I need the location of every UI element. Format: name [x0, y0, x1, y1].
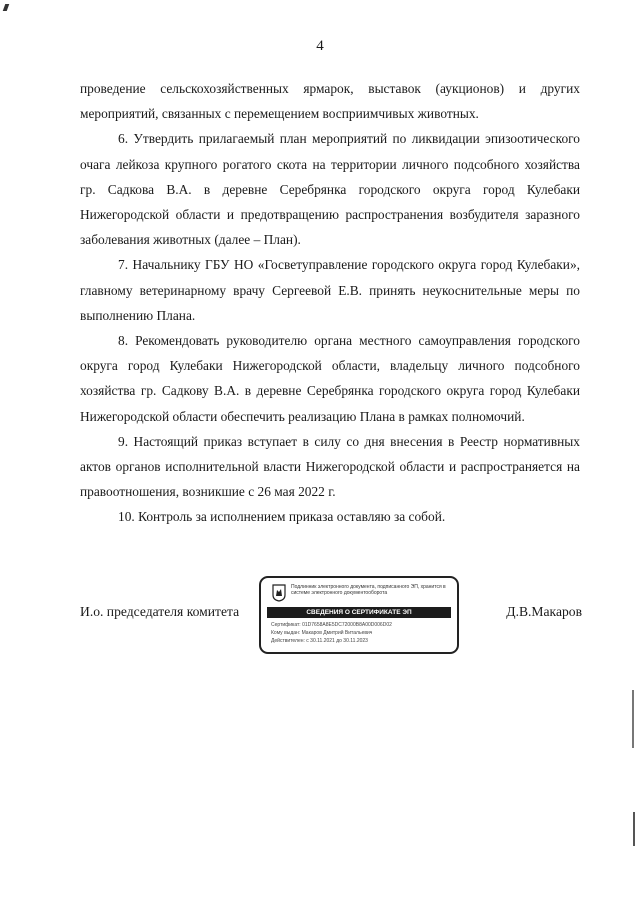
- paragraph-7: 7. Начальнику ГБУ НО «Госветуправление городского округа город Кулебаки», главному ветеринарному врачу Сергеевой Е.В. принять неукоснительные меры по выполнению Плана.: [80, 257, 580, 323]
- paragraph-8: 8. Рекомендовать руководителю органа местного самоуправления городского округа город Кулебаки Нижегородской области, владельцу личного подсобного хозяйства гр. Садкову В.А. в деревне Серебрянка городского округа город Кулебаки Нижегородской области обеспечить реализацию Плана в рамках полномочий.: [80, 333, 580, 424]
- electronic-signature-stamp: [259, 576, 459, 654]
- stamp-owner: Кому выдан: Макаров Дмитрий Витальевич: [271, 630, 373, 636]
- paragraph-10: 10. Контроль за исполнением приказа оставляю за собой.: [118, 509, 446, 525]
- paragraph-continuation: проведение сельскохозяйственных ярмарок, выставок (аукционов) и других мероприятий, связанных с перемещением восприимчивых животных.: [80, 81, 580, 122]
- stamp-header: Подлинник электронного документа, подписанного ЭП, хранится в системе электронного документооборота: [291, 584, 446, 596]
- scan-edge-mark: [632, 690, 634, 748]
- page-number: 4: [316, 38, 324, 54]
- stamp-title: СВЕДЕНИЯ О СЕРТИФИКАТЕ ЭП: [267, 607, 451, 618]
- stamp-certificate: Сертификат: 01D7658A8E5DC72000B8A00D006D02: [271, 622, 392, 628]
- scan-mark: [3, 4, 10, 11]
- signatory-position: И.о. председателя комитета: [80, 604, 240, 619]
- coat-of-arms-icon: [272, 584, 286, 602]
- scan-edge-mark: [633, 812, 635, 846]
- document-body: [80, 76, 580, 530]
- signatory-name: Д.В.Макаров: [506, 604, 582, 619]
- stamp-validity: Действителен: с 30.11.2021 до 30.11.2023: [271, 638, 368, 644]
- paragraph-6: 6. Утвердить прилагаемый план мероприятий по ликвидации эпизоотического очага лейкоза крупного рогатого скота на территории личного подсобного хозяйства гр. Садкова В.А. в деревне Серебрянка городского округа город Кулебаки Нижегородской области и предотвращению распространения возбудителя заразного заболевания животных (далее – План).: [80, 131, 580, 248]
- paragraph-9: 9. Настоящий приказ вступает в силу со дня внесения в Реестр нормативных актов органов исполнительной власти Нижегородской области и распространяется на правоотношения, возникшие с 26 мая 2022 г.: [80, 433, 580, 500]
